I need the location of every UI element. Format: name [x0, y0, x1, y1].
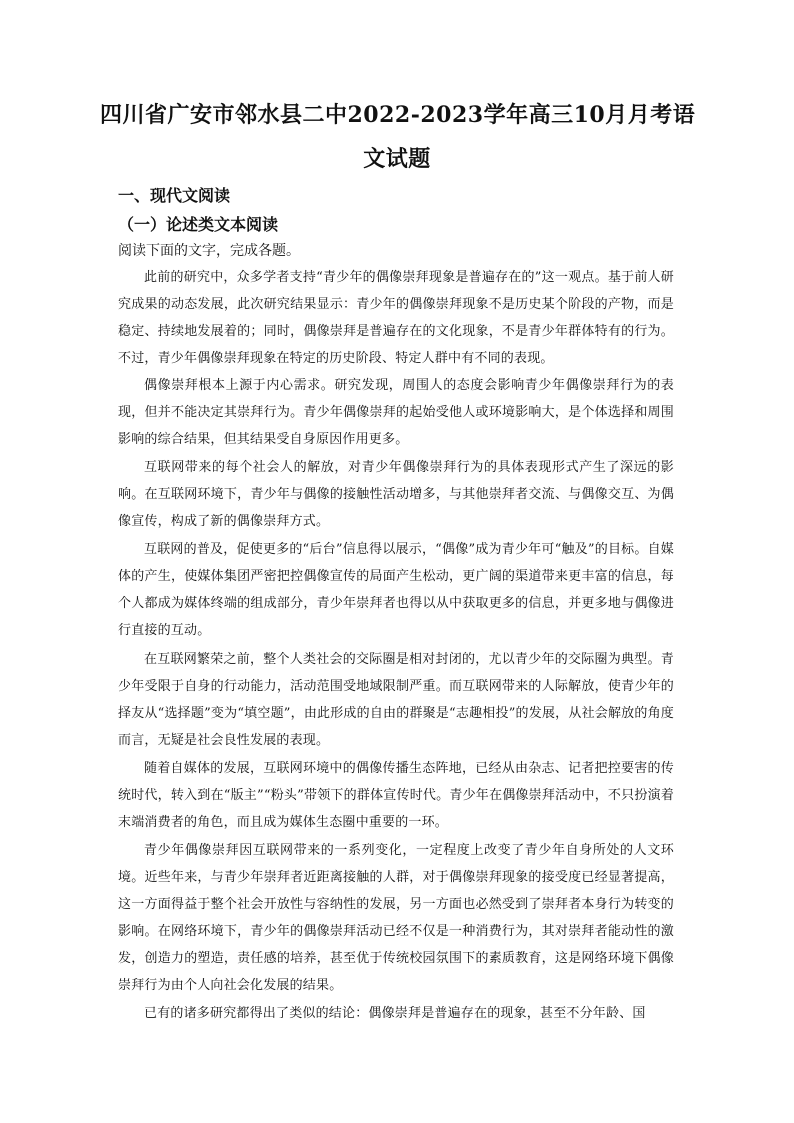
- document-title-line-2: 文试题: [363, 146, 431, 172]
- instruction-text: 阅读下面的文字，完成各题。: [118, 243, 300, 259]
- paragraph-7: 青少年偶像崇拜因互联网带来的一系列变化，一定程度上改变了青少年自身所处的人文环境。近些年来，与青少年崇拜者近距离接触的人群，对于偶像崇拜现象的接受度已经显著提高，这一方面得益于整个社会开放性与容纳性的发展，另一方面也必然受到了崇拜者本身行为转变的影响。在网络环境下，青少年的偶像崇拜活动已经不仅是一种消费行为，其对崇拜者能动性的激发，创造力的塑造，责任感的培养，甚至优于传统校园氛围下的素质教育，这是网络环境下偶像崇拜行为由个人向社会化发展的结果。: [118, 843, 674, 993]
- subsection-heading: （一）论述类文本阅读: [118, 215, 279, 234]
- document-title-line-1: 四川省广安市邻水县二中2022-2023学年高三10月月考语: [100, 102, 696, 128]
- paragraph-5: 在互联网繁荣之前，整个人类社会的交际圈是相对封闭的，尤以青少年的交际圈为典型。青少年受限于自身的行动能力，活动范围受地域限制严重。而互联网带来的人际解放，使青少年的择友从“选择题”变为“填空题”，由此形成的自由的群聚是“志趣相投”的发展，从社会解放的角度而言，无疑是社会良性发展的表现。: [118, 652, 674, 748]
- paragraph-6: 随着自媒体的发展，互联网环境中的偶像传播生态阵地，已经从由杂志、记者把控要害的传统时代，转入到在“版主”“粉头”带领下的群体宣传时代。青少年在偶像崇拜活动中，不只扮演着末端消费者的角色，而且成为媒体生态圈中重要的一环。: [118, 761, 674, 830]
- paragraph-1: 此前的研究中，众多学者支持“青少年的偶像崇拜现象是普遍存在的”这一观点。基于前人研究成果的动态发展，此次研究结果显示：青少年的偶像崇拜现象不是历史某个阶段的产物，而是稳定、持续地发展着的；同时，偶像崇拜是普遍存在的文化现象，不是青少年群体特有的行为。不过，青少年偶像崇拜现象在特定的历史阶段、特定人群中有不同的表现。: [118, 270, 674, 366]
- paragraph-3: 互联网带来的每个社会人的解放，对青少年偶像崇拜行为的具体表现形式产生了深远的影响。在互联网环境下，青少年与偶像的接触性活动增多，与其他崇拜者交流、与偶像交互、为偶像宣传，构成了新的偶像崇拜方式。: [118, 460, 674, 529]
- section-heading: 一、现代文阅读: [118, 186, 231, 205]
- paragraph-2: 偶像崇拜根本上源于内心需求。研究发现，周围人的态度会影响青少年偶像崇拜行为的表现，但并不能决定其崇拜行为。青少年偶像崇拜的起始受他人或环境影响大，是个体选择和周围影响的综合结果，但其结果受自身原因作用更多。: [118, 378, 674, 447]
- paragraph-8: 已有的诸多研究都得出了类似的结论：偶像崇拜是普遍存在的现象，甚至不分年龄、国: [144, 1006, 646, 1021]
- paragraph-4: 互联网的普及，促使更多的“后台”信息得以展示，“偶像”成为青少年可“触及”的目标。自媒体的产生，使媒体集团严密把控偶像宣传的局面产生松动，更广阔的渠道带来更丰富的信息，每个人都成为媒体终端的组成部分，青少年崇拜者也得以从中获取更多的信息，并更多地与偶像进行直接的互动。: [118, 542, 674, 638]
